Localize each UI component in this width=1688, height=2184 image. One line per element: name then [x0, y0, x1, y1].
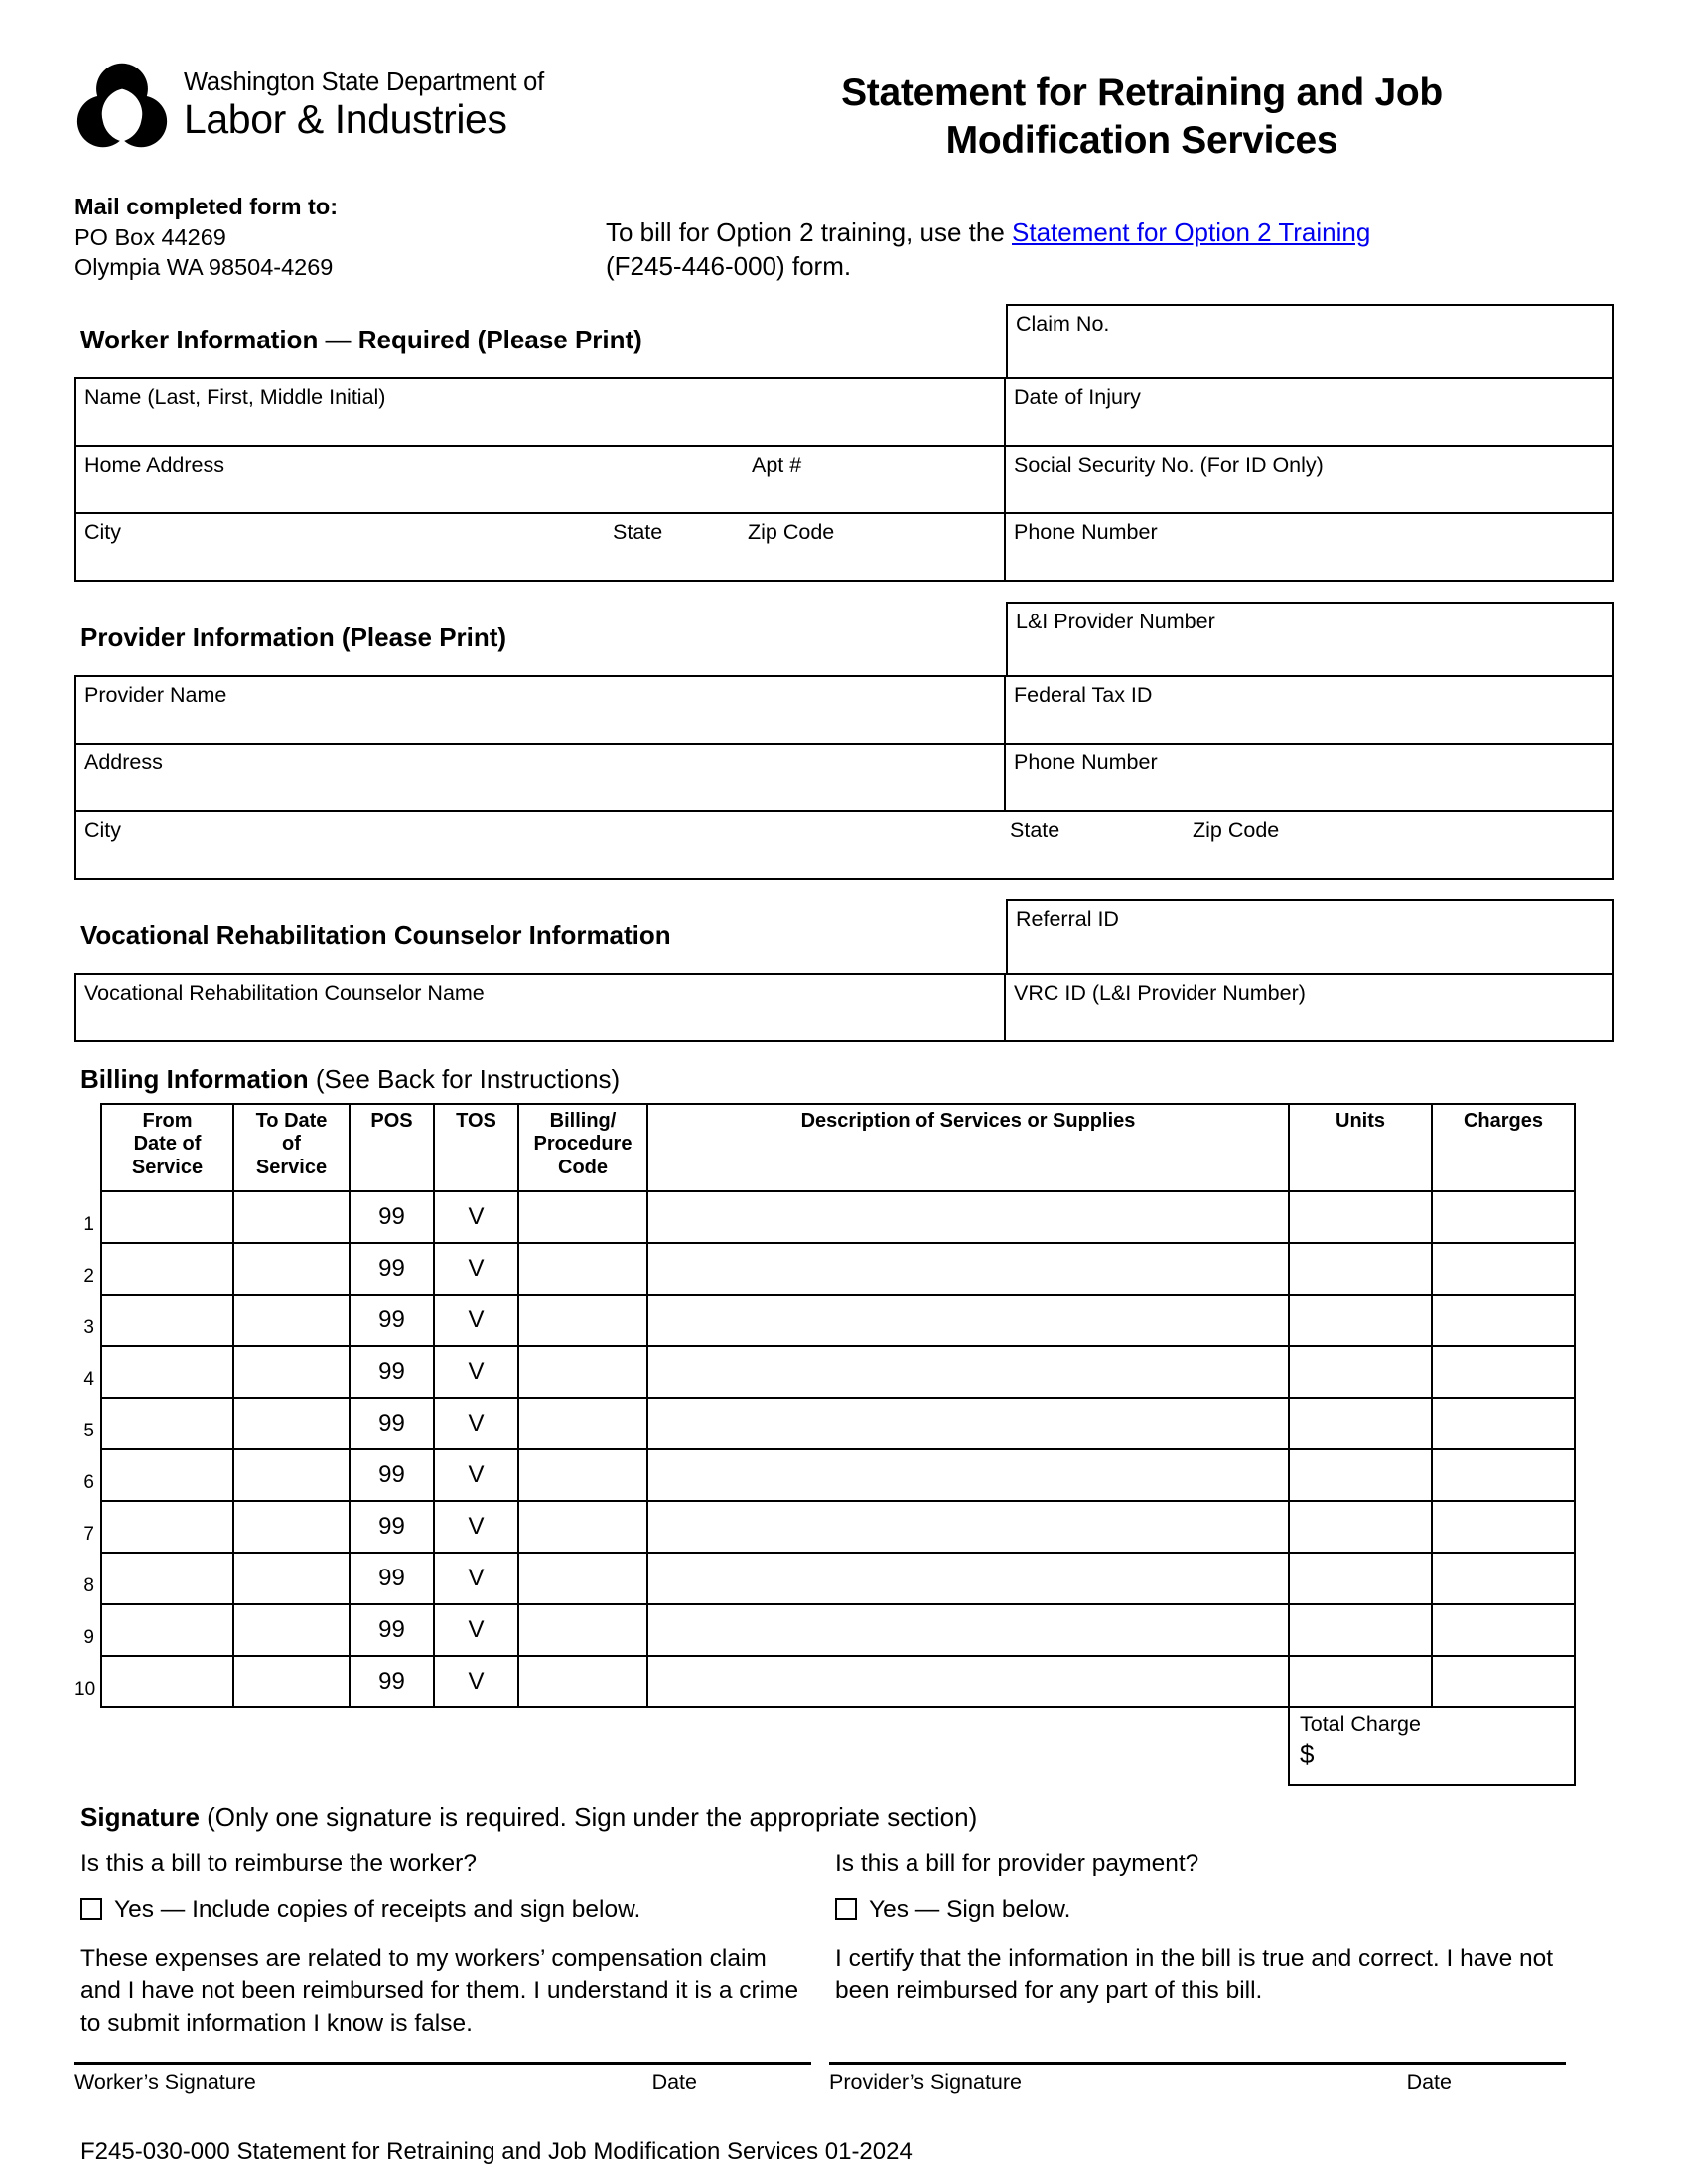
ssn-label: Social Security No. (For ID Only)	[1014, 452, 1324, 477]
cell-description[interactable]	[647, 1295, 1289, 1346]
table-row	[101, 1398, 1575, 1449]
provider-section-header	[74, 602, 1614, 675]
worker-row-city	[76, 512, 1612, 580]
cell-units[interactable]	[1289, 1449, 1432, 1501]
mail-heading: Mail completed form to:	[74, 194, 339, 220]
worker-signature-block	[74, 2062, 811, 2095]
date-of-injury-label: Date of Injury	[1014, 384, 1141, 409]
cell-to-date[interactable]	[233, 1553, 350, 1604]
billing-header-row	[101, 1104, 1575, 1191]
cell-description[interactable]	[647, 1346, 1289, 1398]
provider-phone-label: Phone Number	[1014, 750, 1158, 774]
billing-section-title	[74, 1064, 1614, 1095]
cell-from-date[interactable]	[101, 1346, 233, 1398]
provider-name-field[interactable]	[76, 677, 1004, 743]
agency-name	[184, 70, 544, 140]
page-title	[670, 58, 1614, 164]
cell-code[interactable]	[518, 1295, 647, 1346]
cell-units[interactable]	[1289, 1346, 1432, 1398]
agency-line-2: Labor & Industries	[184, 95, 507, 142]
table-row	[101, 1553, 1575, 1604]
worker-city-field[interactable]	[76, 514, 1004, 580]
cell-pos[interactable]: 99	[350, 1295, 434, 1346]
billing-title-rest: (See Back for Instructions)	[308, 1063, 621, 1094]
provider-date-caption: Date	[1406, 2070, 1452, 2095]
cell-tos[interactable]: V	[434, 1449, 518, 1501]
row-number: 2	[83, 1265, 94, 1287]
col-billing-code: Billing/ Procedure Code	[518, 1104, 647, 1191]
cell-tos[interactable]: V	[434, 1553, 518, 1604]
note-after-link: (F245-446-000) form.	[606, 251, 852, 282]
note-before-link: To bill for Option 2 training, use the	[606, 217, 1013, 248]
vrc-information-section	[74, 899, 1614, 1042]
provider-fields-table	[74, 675, 1614, 880]
worker-zip-label: Zip Code	[748, 519, 835, 544]
vrc-section-header	[74, 899, 1614, 973]
worker-section-header	[74, 304, 1614, 377]
worker-phone-label: Phone Number	[1014, 519, 1158, 544]
cell-description[interactable]	[647, 1191, 1289, 1243]
cell-pos[interactable]: 99	[350, 1553, 434, 1604]
claim-no-field[interactable]	[1006, 304, 1614, 377]
worker-information-section	[74, 304, 1614, 582]
referral-id-field[interactable]	[1006, 899, 1614, 973]
home-address-label: Home Address	[84, 452, 225, 477]
signature-title-rest: (Only one signature is required. Sign under the appropriate section)	[199, 1801, 978, 1832]
row-number: 7	[83, 1523, 94, 1545]
cell-pos[interactable]: 99	[350, 1656, 434, 1707]
provider-attestation-text: I certify that the information in the bill is true and correct. I have not been reimbursed for any part of this bill.	[835, 1945, 1554, 2005]
cell-to-date[interactable]	[233, 1191, 350, 1243]
worker-phone-field[interactable]	[1004, 514, 1612, 580]
vrc-name-label: Vocational Rehabilitation Counselor Name	[84, 980, 485, 1005]
worker-signature-column	[74, 1848, 811, 2040]
cell-to-date[interactable]	[233, 1295, 350, 1346]
date-of-injury-field[interactable]	[1004, 379, 1612, 445]
cell-units[interactable]	[1289, 1656, 1432, 1707]
provider-name-label: Provider Name	[84, 682, 227, 707]
provider-city-label: City	[84, 817, 122, 842]
col-pos: POS	[350, 1104, 434, 1191]
billing-table-body	[101, 1191, 1575, 1785]
provider-state-label: State	[1010, 817, 1060, 842]
worker-reimburse-question: Is this a bill to reimburse the worker?	[80, 1849, 477, 1877]
cell-from-date[interactable]	[101, 1243, 233, 1295]
provider-address-field[interactable]	[76, 745, 1004, 810]
provider-phone-field[interactable]	[1004, 745, 1612, 810]
vrc-row-name	[76, 975, 1612, 1040]
li-provider-number-field[interactable]	[1006, 602, 1614, 675]
provider-city-field[interactable]	[76, 812, 1612, 878]
worker-yes-label: Yes — Include copies of receipts and sign below.	[114, 1895, 641, 1923]
provider-signature-caption: Provider’s Signature	[829, 2070, 1023, 2095]
cell-to-date[interactable]	[233, 1656, 350, 1707]
cell-pos[interactable]: 99	[350, 1398, 434, 1449]
federal-tax-id-field[interactable]	[1004, 677, 1612, 743]
provider-row-name	[76, 677, 1612, 743]
vrc-section-title: Vocational Rehabilitation Counselor Information	[80, 920, 671, 951]
vrc-fields-table	[74, 973, 1614, 1042]
provider-signature-column	[829, 1848, 1566, 2040]
cell-from-date[interactable]	[101, 1295, 233, 1346]
cell-code[interactable]	[518, 1656, 647, 1707]
cell-code[interactable]	[518, 1604, 647, 1656]
cell-tos[interactable]: V	[434, 1656, 518, 1707]
table-row	[101, 1243, 1575, 1295]
cell-charges[interactable]	[1432, 1604, 1575, 1656]
col-to-date: To Date of Service	[233, 1104, 350, 1191]
cell-description[interactable]	[647, 1604, 1289, 1656]
li-provider-number-label: L&I Provider Number	[1016, 609, 1215, 633]
cell-pos[interactable]: 99	[350, 1501, 434, 1553]
cell-to-date[interactable]	[233, 1243, 350, 1295]
cell-from-date[interactable]	[101, 1398, 233, 1449]
agency-line-1: Washington State Department of	[184, 68, 545, 97]
row-number: 3	[83, 1316, 94, 1338]
worker-home-address-field[interactable]	[76, 447, 1004, 512]
cell-charges[interactable]	[1432, 1295, 1575, 1346]
provider-signature-captions	[829, 2065, 1566, 2095]
row-number: 4	[83, 1368, 94, 1390]
mail-po-box: PO Box 44269	[74, 223, 226, 250]
page-title-line-1: Statement for Retraining and Job	[841, 71, 1443, 114]
row-number: 8	[83, 1574, 94, 1596]
federal-tax-id-label: Federal Tax ID	[1014, 682, 1153, 707]
cell-charges[interactable]	[1432, 1398, 1575, 1449]
billing-table-wrapper	[74, 1103, 1614, 1786]
cell-tos[interactable]: V	[434, 1346, 518, 1398]
cell-charges[interactable]	[1432, 1243, 1575, 1295]
cell-to-date[interactable]	[233, 1449, 350, 1501]
row-number: 5	[83, 1420, 94, 1441]
referral-id-label: Referral ID	[1016, 906, 1119, 931]
row-number: 10	[74, 1678, 96, 1700]
worker-signature-captions	[74, 2065, 811, 2095]
total-charge-label: Total Charge	[1300, 1711, 1421, 1736]
signature-section-title	[74, 1802, 1614, 1833]
page-title-line-2: Modification Services	[945, 118, 1338, 162]
vrc-id-field[interactable]	[1004, 975, 1612, 1040]
ssn-field[interactable]	[1004, 447, 1612, 512]
cell-units[interactable]	[1289, 1243, 1432, 1295]
cell-from-date[interactable]	[101, 1656, 233, 1707]
cell-code[interactable]	[518, 1501, 647, 1553]
row-number: 1	[83, 1213, 94, 1235]
col-tos: TOS	[434, 1104, 518, 1191]
mail-city-state-zip: Olympia WA 98504-4269	[74, 254, 334, 281]
provider-row-address	[76, 743, 1612, 810]
worker-city-label: City	[84, 519, 122, 544]
table-row	[101, 1295, 1575, 1346]
row-number: 9	[83, 1626, 94, 1648]
mail-and-note	[74, 192, 1614, 284]
vrc-id-label: VRC ID (L&I Provider Number)	[1014, 980, 1306, 1005]
cell-to-date[interactable]	[233, 1501, 350, 1553]
worker-section-title: Worker Information — Required (Please Print)	[80, 325, 642, 355]
cell-from-date[interactable]	[101, 1553, 233, 1604]
vrc-name-field[interactable]	[76, 975, 1004, 1040]
signature-lines	[74, 2062, 1614, 2095]
col-from-date: From Date of Service	[101, 1104, 233, 1191]
cell-charges[interactable]	[1432, 1553, 1575, 1604]
worker-fields-table	[74, 377, 1614, 582]
cell-code[interactable]	[518, 1553, 647, 1604]
cell-units[interactable]	[1289, 1553, 1432, 1604]
cell-from-date[interactable]	[101, 1449, 233, 1501]
option-2-note	[591, 192, 1614, 284]
worker-name-label: Name (Last, First, Middle Initial)	[84, 384, 386, 409]
cell-tos[interactable]: V	[434, 1604, 518, 1656]
cell-to-date[interactable]	[233, 1604, 350, 1656]
form-footer: F245-030-000 Statement for Retraining and Job Modification Services 01-2024	[80, 2138, 913, 2166]
signature-title-bold: Signature	[80, 1801, 200, 1832]
signature-columns	[74, 1848, 1614, 2040]
worker-name-field[interactable]	[76, 379, 1004, 445]
provider-yes-label: Yes — Sign below.	[869, 1895, 1071, 1923]
col-description: Description of Services or Supplies	[647, 1104, 1289, 1191]
cell-tos[interactable]: V	[434, 1295, 518, 1346]
provider-address-label: Address	[84, 750, 163, 774]
row-number: 6	[83, 1471, 94, 1493]
cell-code[interactable]	[518, 1346, 647, 1398]
cell-description[interactable]	[647, 1501, 1289, 1553]
cell-code[interactable]	[518, 1398, 647, 1449]
table-row	[101, 1346, 1575, 1398]
agency-logo	[74, 58, 670, 153]
billing-total-row	[101, 1707, 1575, 1785]
mailing-address	[74, 192, 591, 284]
worker-state-label: State	[613, 519, 663, 544]
cell-units[interactable]	[1289, 1398, 1432, 1449]
cell-to-date[interactable]	[233, 1398, 350, 1449]
col-units: Units	[1289, 1104, 1432, 1191]
worker-signature-caption: Worker’s Signature	[74, 2070, 256, 2095]
worker-row-name	[76, 379, 1612, 445]
total-charge-value: $	[1300, 1738, 1315, 1769]
billing-title-bold: Billing Information	[80, 1063, 309, 1094]
worker-yes-checkbox-row[interactable]	[80, 1894, 811, 1926]
cell-from-date[interactable]	[101, 1604, 233, 1656]
cell-tos[interactable]: V	[434, 1501, 518, 1553]
cell-units[interactable]	[1289, 1501, 1432, 1553]
total-spacer	[101, 1707, 1289, 1785]
cell-units[interactable]	[1289, 1604, 1432, 1656]
cell-pos[interactable]: 99	[350, 1346, 434, 1398]
cell-charges[interactable]	[1432, 1346, 1575, 1398]
cell-description[interactable]	[647, 1449, 1289, 1501]
cell-pos[interactable]: 99	[350, 1243, 434, 1295]
cell-pos[interactable]: 99	[350, 1449, 434, 1501]
provider-section-title: Provider Information (Please Print)	[80, 622, 507, 653]
worker-yes-checkbox[interactable]	[80, 1898, 102, 1920]
apt-label: Apt #	[752, 452, 802, 477]
option-2-training-link[interactable]: Statement for Option 2 Training	[1012, 217, 1371, 248]
cell-description[interactable]	[647, 1398, 1289, 1449]
cell-tos[interactable]: V	[434, 1191, 518, 1243]
cell-pos[interactable]: 99	[350, 1604, 434, 1656]
cell-charges[interactable]	[1432, 1191, 1575, 1243]
table-row	[101, 1449, 1575, 1501]
worker-attestation-text: These expenses are related to my workers’ compensation claim and I have not been reimbursed for them. I understand it is a crime to submit information I know is false.	[80, 1945, 799, 2037]
cell-from-date[interactable]	[101, 1191, 233, 1243]
col-charges: Charges	[1432, 1104, 1575, 1191]
cell-charges[interactable]	[1432, 1656, 1575, 1707]
cell-from-date[interactable]	[101, 1501, 233, 1553]
claim-no-label: Claim No.	[1016, 311, 1110, 336]
cell-description[interactable]	[647, 1243, 1289, 1295]
provider-yes-checkbox-row[interactable]	[835, 1894, 1566, 1926]
cell-description[interactable]	[647, 1553, 1289, 1604]
provider-information-section	[74, 602, 1614, 880]
table-row	[101, 1656, 1575, 1707]
cell-code[interactable]	[518, 1191, 647, 1243]
provider-zip-label: Zip Code	[1193, 817, 1280, 842]
provider-payment-question: Is this a bill for provider payment?	[835, 1849, 1199, 1877]
worker-row-address	[76, 445, 1612, 512]
cell-code[interactable]	[518, 1449, 647, 1501]
table-row	[101, 1191, 1575, 1243]
cell-units[interactable]	[1289, 1191, 1432, 1243]
table-row	[101, 1501, 1575, 1553]
cell-tos[interactable]: V	[434, 1398, 518, 1449]
table-row	[101, 1604, 1575, 1656]
cell-tos[interactable]: V	[434, 1243, 518, 1295]
provider-yes-checkbox[interactable]	[835, 1898, 857, 1920]
cell-description[interactable]	[647, 1656, 1289, 1707]
worker-date-caption: Date	[651, 2070, 697, 2095]
cell-charges[interactable]	[1432, 1501, 1575, 1553]
cell-units[interactable]	[1289, 1295, 1432, 1346]
billing-table	[100, 1103, 1576, 1786]
labor-industries-trefoil-logo-icon	[74, 58, 170, 153]
cell-code[interactable]	[518, 1243, 647, 1295]
cell-charges[interactable]	[1432, 1449, 1575, 1501]
cell-to-date[interactable]	[233, 1346, 350, 1398]
page-header	[74, 0, 1614, 164]
total-charge-field[interactable]	[1289, 1707, 1575, 1785]
cell-pos[interactable]: 99	[350, 1191, 434, 1243]
provider-signature-block	[829, 2062, 1566, 2095]
provider-row-city	[76, 810, 1612, 878]
